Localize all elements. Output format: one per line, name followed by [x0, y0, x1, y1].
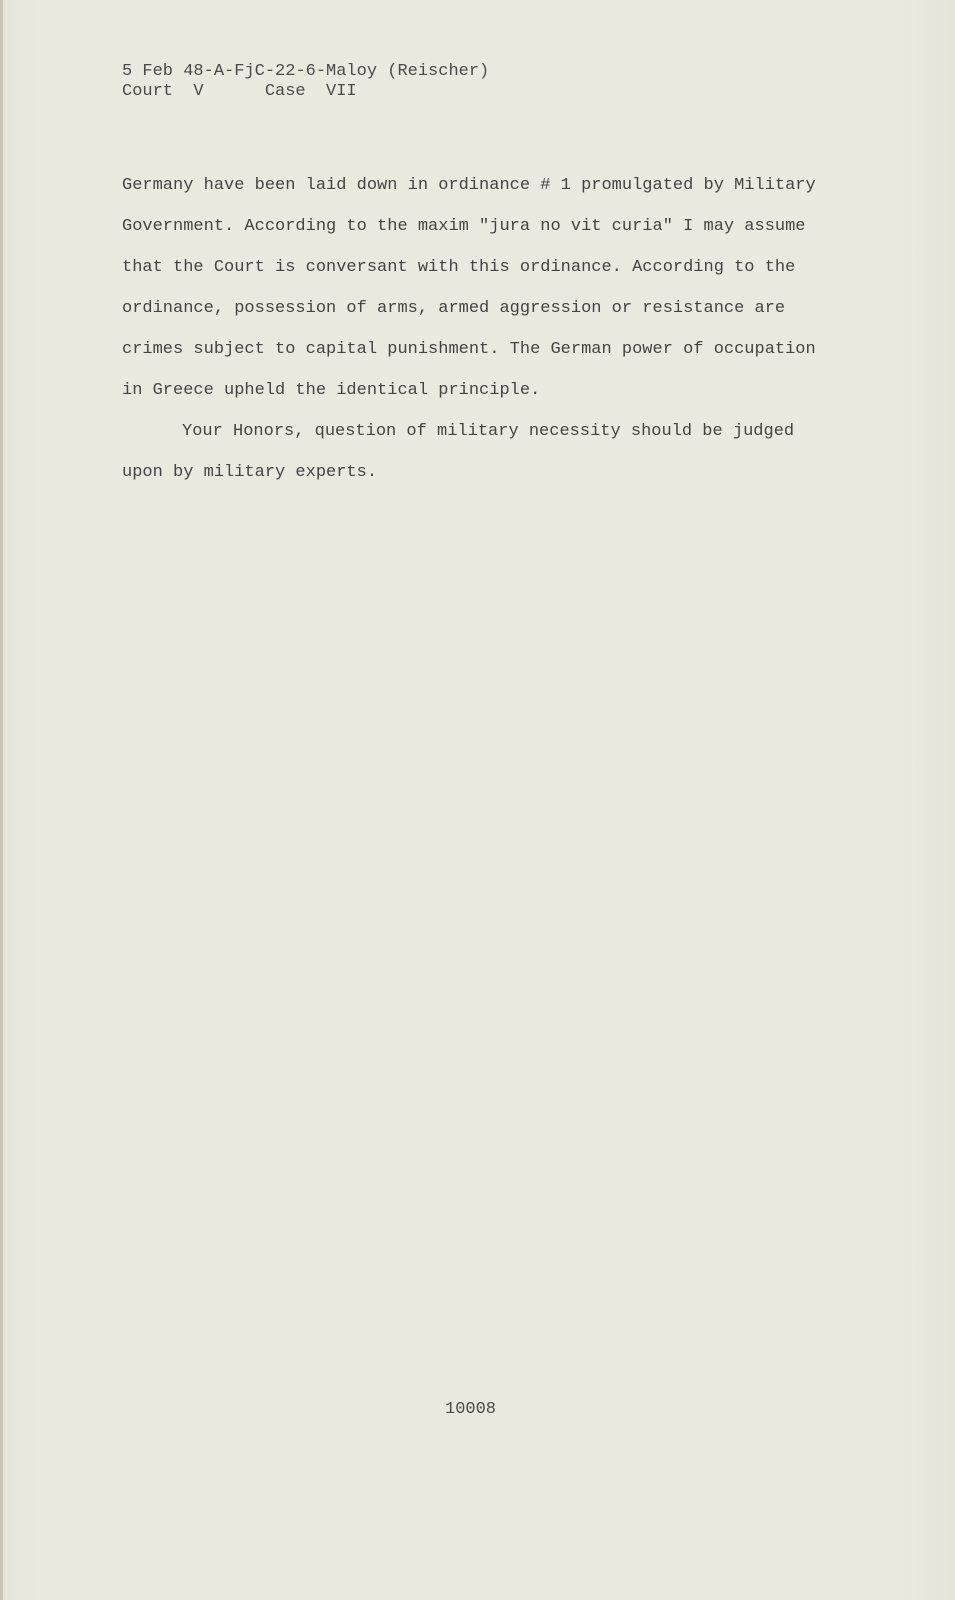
page-edge — [0, 0, 3, 1600]
body-line: Your Honors, question of military necessity should be judged — [182, 422, 795, 441]
header-line-2: Court V Case VII — [122, 82, 357, 101]
page-number: 10008 — [445, 1400, 497, 1419]
body-line: crimes subject to capital punishment. The German power of occupation — [122, 340, 816, 359]
header-line-1: 5 Feb 48-A-FjC-22-6-Maloy (Reischer) — [122, 62, 490, 81]
body-line: Germany have been laid down in ordinance # 1 promulgated by Military — [122, 176, 816, 195]
body-line: in Greece upheld the identical principle. — [122, 381, 541, 400]
body-line: ordinance, possession of arms, armed aggression or resistance are — [122, 299, 786, 318]
document-header — [122, 62, 489, 102]
body-line: Government. According to the maxim "jura no vit curia" I may assume — [122, 217, 806, 236]
body-line: upon by military experts. — [122, 463, 378, 482]
body-line: that the Court is conversant with this ordinance. According to the — [122, 258, 796, 277]
body-text — [122, 165, 842, 493]
